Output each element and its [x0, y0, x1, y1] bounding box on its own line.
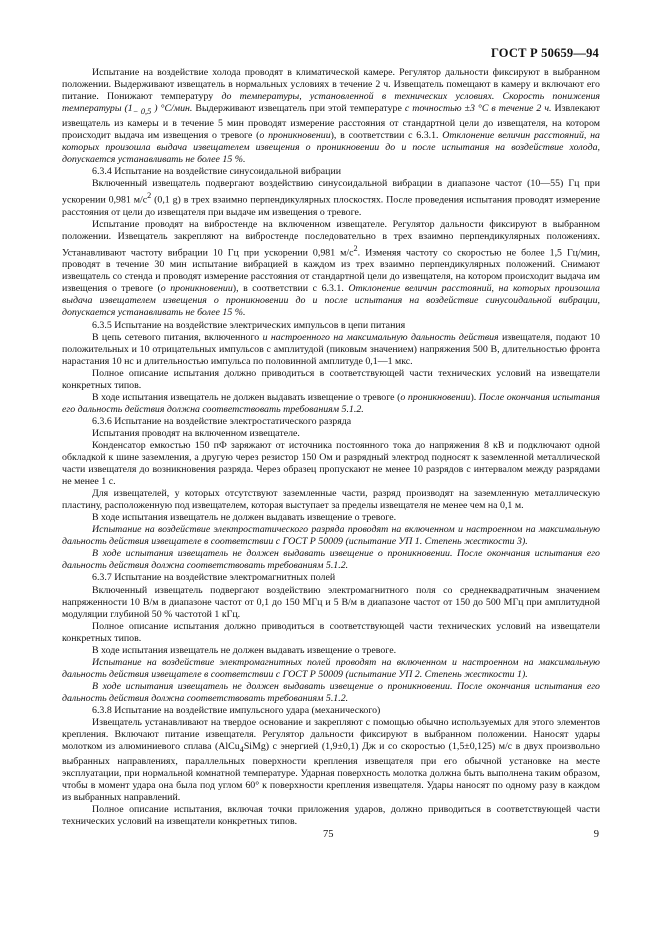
paragraph: В ходе испытания извещатель не должен выдавать извещение о проникновении. После окончания испытания его дальность действия должна соответствовать требованиям 5.1.2. [62, 680, 600, 704]
document-header: ГОСТ Р 50659—94 [490, 46, 599, 60]
paragraph: В ходе испытания извещатель не должен выдавать извещение о тревоге (о проникновении). После окончания испытания его дальность действия должна соответствовать требованиям 5.1.2. [62, 391, 600, 415]
paragraph: Включенный извещатель подвергают воздействию синусоидальной вибрации в диапазоне частот (10—55) Гц при ускорении 0,981 $м/с^2$ (0,1 g) в трех взаимно перпендикулярных плоскостях. После проведения испытания проводят измерение расстояния от цели до извещателя при выдаче им извещения о тревоге. [62, 178, 600, 218]
page-number: 9 [593, 829, 599, 840]
paragraph: Полное описание испытания должно приводиться в соответствующей части технических условий на извещатели конкретных типов. [62, 620, 600, 644]
paragraph: Извещатель устанавливают на твердое основание и закрепляют с помощью обычно используемых для этого элементов крепления. Включают питание извещателя. Регулятор дальности фиксируют в выбранном положении. Наносят удары молотком из алюминиевого сплава (AlCu$_4$SiMg) с энергией (1,9±0,1) Дж и со скоростью (1,5±0,125) м/с в двух произвольно выбранных направлениях, параллельных поверхности крепления извещателя при его обычной установке на месте эксплуатации, при нормальной комнатной температуре. Ударная поверхность молотка должна быть выполнена таким образом, чтобы в момент удара она была под углом 60° к поверхности крепления извещателя. Удары наносят по одному разу в каждом из выбранных направлений. [62, 717, 600, 804]
paragraph: Полное описание испытания, включая точки приложения ударов, должно приводиться в соответствующей части технических условий на извещатели конкретных типов. [62, 804, 600, 828]
paragraph: Испытание на воздействие электростатического разряда проводят на включенном и настроенном на максимальную дальность действия извещателе в соответствии с ГОСТ Р 50009 (испытание УП 1. Степень жесткости 3). [62, 524, 600, 548]
section-heading: 6.3.5 Испытание на воздействие электрических импульсов в цепи питания [92, 319, 406, 331]
paragraph: Включенный извещатель подвергают воздействию электромагнитного поля со среднеквадратичным значением напряженности 10 В/м в диапазоне частот от 0,1 до 150 МГц и 5 В/м в диапазоне частот от 150 до 500 МГц при амплитудной модуляции глубиной 50 % частотой 1 кГц. [62, 584, 600, 620]
paragraph: Испытание на воздействие холода проводят в климатической камере. Регулятор дальности фиксируют в выбранном положении. Выдерживают извещатель в нормальных условиях в течение 2 ч. Извещатель помещают в камеру и включают его питание. Понижают температуру до температуры, установленной в технических условиях. Скорость понижения температуры ($1_{- 0,5}$ ) °С/мин. Выдерживают извещатель при этой температуре с точностью ±3 °С в течение 2 ч. Извлекают извещатель из камеры и в течение 5 мин проводят измерение расстояния от стандартной цели до извещателя, на котором происходит выдача им извещения о тревоге (о проникновении), в соответствии с 6.3.1. Отклонение величин расстояний, на которых произошла выдача извещателем извещения о проникновении до и после испытания на воздействие холода, допускается устанавливать не более 15 %. [62, 67, 600, 166]
paragraph: Испытания проводят на включенном извещателе. [92, 427, 300, 439]
document-body [62, 67, 600, 828]
paragraph: Испытание на воздействие электромагнитных полей проводят на включенном и настроенном на максимальную дальность действия извещателе в соответствии с ГОСТ Р 50009 (испытание УП 2. Степень жесткости 1). [62, 656, 600, 680]
paragraph: В ходе испытания извещатель не должен выдавать извещение о проникновении. После окончания испытания его дальность действия должна соответствовать требованиям 5.1.2. [62, 548, 600, 572]
paragraph: Для извещателей, у которых отсутствуют заземленные части, разряд производят на заземленную металлическую пластину, расположенную под извещателем, которая выступает за пределы извещателя не менее чем на 0,1 м. [62, 488, 600, 512]
paragraph: Полное описание испытания должно приводиться в соответствующей части технических условий на извещатели конкретных типов. [62, 367, 600, 391]
paragraph: Конденсатор емкостью 150 пФ заряжают от источника постоянного тока до напряжения 8 кВ и подключают одной обкладкой к шине заземления, а другую через резистор 150 Ом и разрядный электрод подносят к заземленной металлической части извещателя до возникновения разряда. Через образец пропускают не менее 10 разрядов с интервалом между разрядами не менее 1 с. [62, 439, 600, 488]
paragraph: В ходе испытания извещатель не должен выдавать извещение о тревоге. [92, 644, 397, 656]
section-heading: 6.3.8 Испытание на воздействие импульсного удара (механического) [92, 705, 381, 716]
paragraph: Испытание проводят на вибростенде на включенном извещателе. Регулятор дальности фиксируют в выбранном положении. Извещатель закрепляют на вибростенде последовательно в трех взаимно перпендикулярных положениях. Устанавливают частоту вибрации 10 Гц при ускорении 0,981 $м/с^2$. Изменяя частоту со скоростью не более 1,5 Гц/мин, проводят в течение 30 мин испытание вибрацией в каждом из трех взаимно перпендикулярных положений. Снимают извещатель со стенда и проводят измерение расстояния от стандартной цели до извещателя, на котором происходит выдача им извещения о тревоге (о проникновении), в соответствии с 6.3.1. Отклонение величин расстояний, на которых произошла выдача извещателем извещения о проникновении до и после испытания на воздействие синусоидальной вибрации, допускается устанавливать не более 15 %. [62, 218, 600, 319]
sheet-number: 75 [323, 829, 334, 840]
section-heading: 6.3.7 Испытание на воздействие электромагнитных полей [92, 572, 336, 584]
section-heading: 6.3.4 Испытание на воздействие синусоидальной вибрации [92, 166, 342, 178]
paragraph: В ходе испытания извещатель не должен выдавать извещение о тревоге. [92, 512, 397, 524]
section-heading: 6.3.6 Испытание на воздействие электростатического разряда [92, 415, 352, 427]
paragraph: В цепь сетевого питания, включенного и настроенного на максимальную дальность действия извещателя, подают 10 положительных и 10 отрицательных импульсов с амплитудой (пиковым значением) напряжения 500 В, длительностью фронта нарастания 10 нс и длительностью импульса по половинной амплитуде 0,1—1 мкс. [62, 331, 600, 367]
